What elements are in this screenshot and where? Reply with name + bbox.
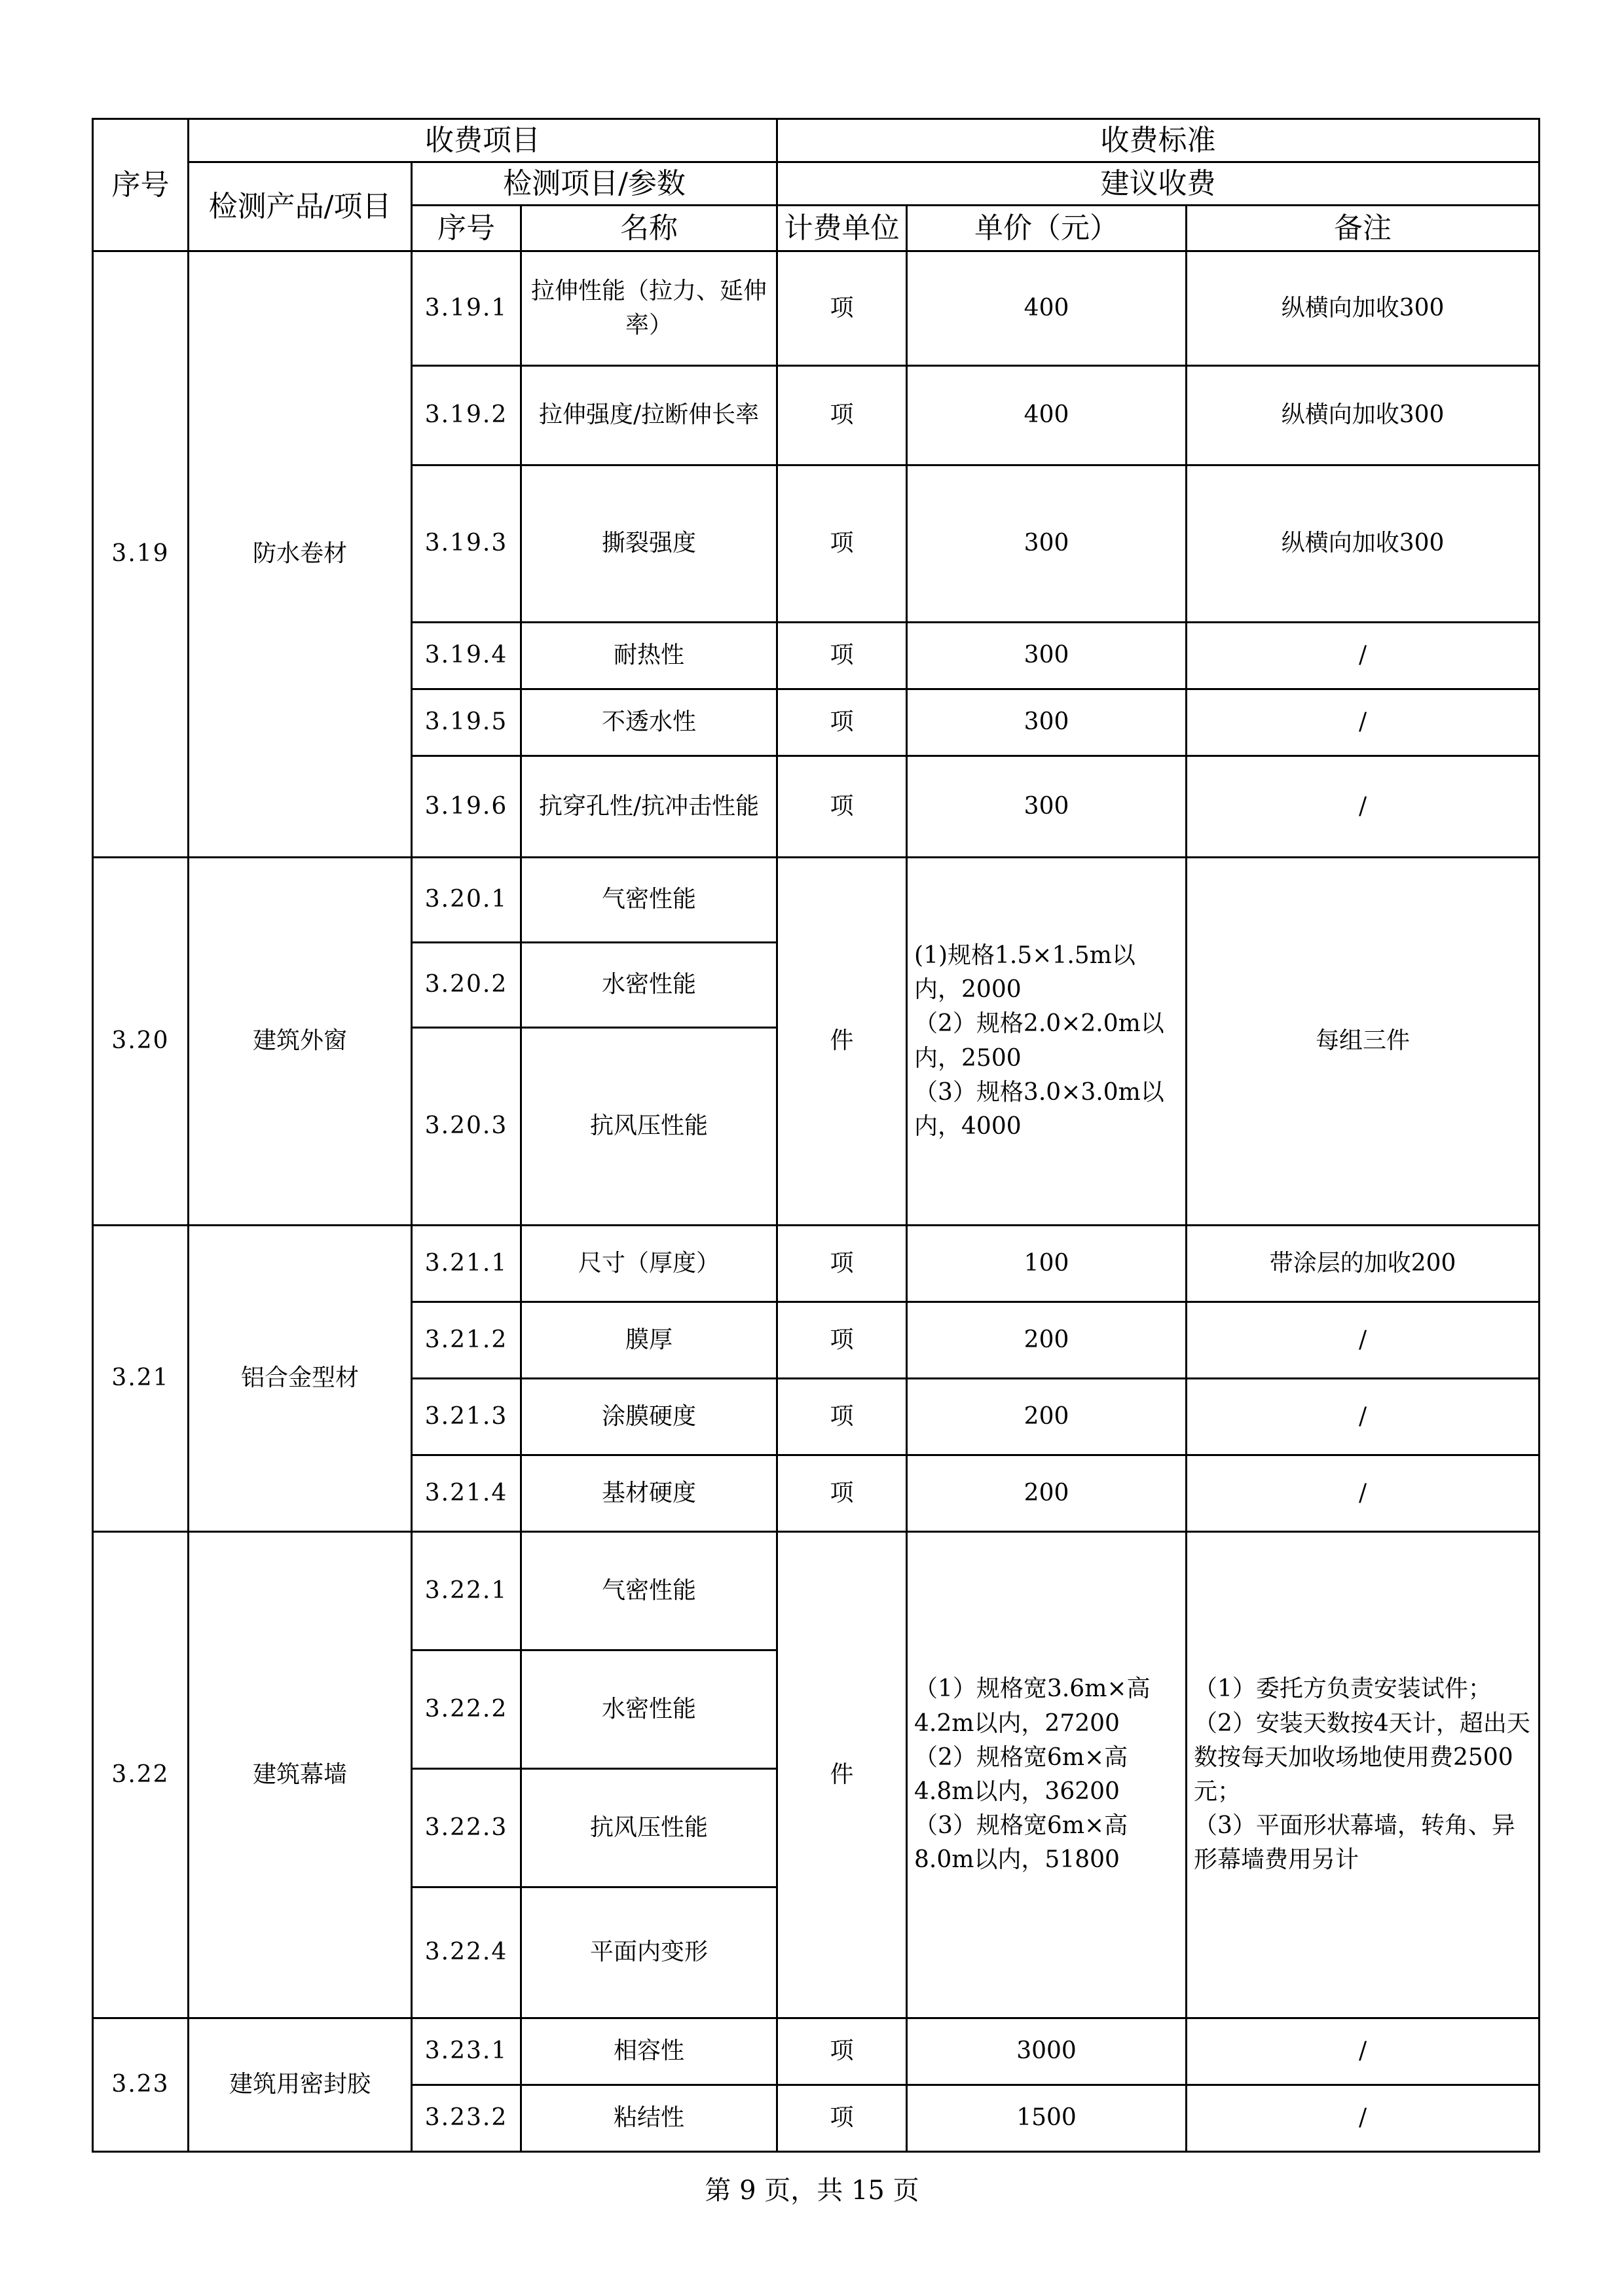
item-code: 3.19.6 — [412, 756, 521, 858]
item-unit: 项 — [777, 1379, 907, 1455]
item-code: 3.21.4 — [412, 1455, 521, 1532]
item-name: 不透水性 — [521, 689, 777, 756]
fee-table — [92, 118, 1540, 2153]
item-remark: / — [1187, 1302, 1540, 1379]
item-unit: 项 — [777, 1302, 907, 1379]
item-name: 基材硬度 — [521, 1455, 777, 1532]
item-code: 3.19.4 — [412, 623, 521, 689]
item-code: 3.22.4 — [412, 1887, 521, 2018]
item-name: 涂膜硬度 — [521, 1379, 777, 1455]
item-remark: 纵横向加收300 — [1187, 366, 1540, 465]
item-name: 拉伸强度/拉断伸长率 — [521, 366, 777, 465]
group-product: 防水卷材 — [189, 251, 412, 858]
group-price — [907, 1532, 1187, 2018]
group-seq: 3.20 — [93, 858, 189, 1226]
item-name: 水密性能 — [521, 1650, 777, 1769]
header-sub-seq: 序号 — [412, 206, 521, 251]
group-seq: 3.19 — [93, 251, 189, 858]
item-name: 气密性能 — [521, 1532, 777, 1650]
item-code: 3.21.2 — [412, 1302, 521, 1379]
item-name: 抗风压性能 — [521, 1769, 777, 1887]
item-name: 耐热性 — [521, 623, 777, 689]
header-unit: 计费单位 — [777, 206, 907, 251]
item-code: 3.19.2 — [412, 366, 521, 465]
item-name: 水密性能 — [521, 943, 777, 1028]
price-line: （3）规格3.0×3.0m以内，4000 — [914, 1078, 1164, 1140]
header-seq: 序号 — [93, 119, 189, 251]
item-unit: 项 — [777, 465, 907, 623]
table-row — [93, 1532, 1540, 1650]
item-price: 3000 — [907, 2018, 1187, 2085]
table-row — [93, 2018, 1540, 2085]
item-code: 3.22.3 — [412, 1769, 521, 1887]
group-product: 铝合金型材 — [189, 1226, 412, 1532]
item-price: 400 — [907, 251, 1187, 366]
item-name: 尺寸（厚度） — [521, 1226, 777, 1302]
header-test-items: 检测项目/参数 — [412, 162, 777, 206]
item-name: 平面内变形 — [521, 1887, 777, 2018]
item-remark: / — [1187, 2018, 1540, 2085]
group-remark — [1187, 1532, 1540, 2018]
item-code: 3.22.1 — [412, 1532, 521, 1650]
item-unit: 项 — [777, 756, 907, 858]
table-row — [93, 251, 1540, 366]
header-price: 单价（元） — [907, 206, 1187, 251]
header-product: 检测产品/项目 — [189, 162, 412, 251]
item-unit: 项 — [777, 251, 907, 366]
item-price: 100 — [907, 1226, 1187, 1302]
remark-line: （3）平面形状幕墙，转角、异形幕墙费用另计 — [1194, 1812, 1515, 1874]
item-price: 200 — [907, 1302, 1187, 1379]
item-code: 3.21.1 — [412, 1226, 521, 1302]
price-line: （1）规格宽3.6m×高4.2m以内，27200 — [914, 1675, 1151, 1737]
item-remark: 纵横向加收300 — [1187, 465, 1540, 623]
group-unit: 件 — [777, 1532, 907, 2018]
header-name: 名称 — [521, 206, 777, 251]
group-price — [907, 858, 1187, 1226]
group-seq: 3.23 — [93, 2018, 189, 2152]
item-remark: / — [1187, 623, 1540, 689]
item-code: 3.23.2 — [412, 2085, 521, 2152]
item-code: 3.19.1 — [412, 251, 521, 366]
item-code: 3.19.5 — [412, 689, 521, 756]
item-unit: 项 — [777, 2018, 907, 2085]
table-row — [93, 1226, 1540, 1302]
item-code: 3.20.1 — [412, 858, 521, 943]
header-suggested-fee: 建议收费 — [777, 162, 1540, 206]
item-remark: 带涂层的加收200 — [1187, 1226, 1540, 1302]
item-code: 3.20.3 — [412, 1028, 521, 1226]
item-remark: / — [1187, 756, 1540, 858]
item-unit: 项 — [777, 689, 907, 756]
item-unit: 项 — [777, 1226, 907, 1302]
item-unit: 项 — [777, 623, 907, 689]
item-code: 3.23.1 — [412, 2018, 521, 2085]
item-price: 1500 — [907, 2085, 1187, 2152]
page-footer: 第 9 页，共 15 页 — [705, 2176, 919, 2206]
header-fee-items: 收费项目 — [189, 119, 777, 162]
item-name: 膜厚 — [521, 1302, 777, 1379]
item-remark: / — [1187, 2085, 1540, 2152]
item-remark: / — [1187, 1379, 1540, 1455]
item-price: 400 — [907, 366, 1187, 465]
table-row — [93, 858, 1540, 943]
item-remark: / — [1187, 689, 1540, 756]
item-price: 200 — [907, 1379, 1187, 1455]
header-fee-standard: 收费标准 — [777, 119, 1540, 162]
price-line: （2）规格宽6m×高4.8m以内，36200 — [914, 1743, 1128, 1805]
group-product: 建筑用密封胶 — [189, 2018, 412, 2152]
price-line: （2）规格2.0×2.0m以内，2500 — [914, 1010, 1164, 1072]
item-unit: 项 — [777, 2085, 907, 2152]
group-seq: 3.21 — [93, 1226, 189, 1532]
item-name: 拉伸性能（拉力、延伸率） — [521, 251, 777, 366]
item-name: 相容性 — [521, 2018, 777, 2085]
group-product: 建筑幕墙 — [189, 1532, 412, 2018]
item-name: 粘结性 — [521, 2085, 777, 2152]
group-remark: 每组三件 — [1187, 858, 1540, 1226]
item-price: 300 — [907, 756, 1187, 858]
item-name: 抗风压性能 — [521, 1028, 777, 1226]
remark-line: （1）委托方负责安装试件； — [1194, 1675, 1492, 1703]
item-unit: 项 — [777, 1455, 907, 1532]
item-unit: 项 — [777, 366, 907, 465]
item-price: 200 — [907, 1455, 1187, 1532]
header-remark: 备注 — [1187, 206, 1540, 251]
item-name: 抗穿孔性/抗冲击性能 — [521, 756, 777, 858]
group-product: 建筑外窗 — [189, 858, 412, 1226]
item-code: 3.21.3 — [412, 1379, 521, 1455]
group-unit: 件 — [777, 858, 907, 1226]
item-remark: 纵横向加收300 — [1187, 251, 1540, 366]
remark-line: （2）安装天数按4天计，超出天数按每天加收场地使用费2500元； — [1194, 1709, 1530, 1805]
price-line: （3）规格宽6m×高8.0m以内，51800 — [914, 1812, 1128, 1874]
item-name: 撕裂强度 — [521, 465, 777, 623]
item-price: 300 — [907, 689, 1187, 756]
item-code: 3.20.2 — [412, 943, 521, 1028]
price-line: (1)规格1.5×1.5m以内，2000 — [914, 941, 1135, 1004]
item-code: 3.22.2 — [412, 1650, 521, 1769]
item-price: 300 — [907, 465, 1187, 623]
item-code: 3.19.3 — [412, 465, 521, 623]
item-name: 气密性能 — [521, 858, 777, 943]
group-seq: 3.22 — [93, 1532, 189, 2018]
item-remark: / — [1187, 1455, 1540, 1532]
item-price: 300 — [907, 623, 1187, 689]
